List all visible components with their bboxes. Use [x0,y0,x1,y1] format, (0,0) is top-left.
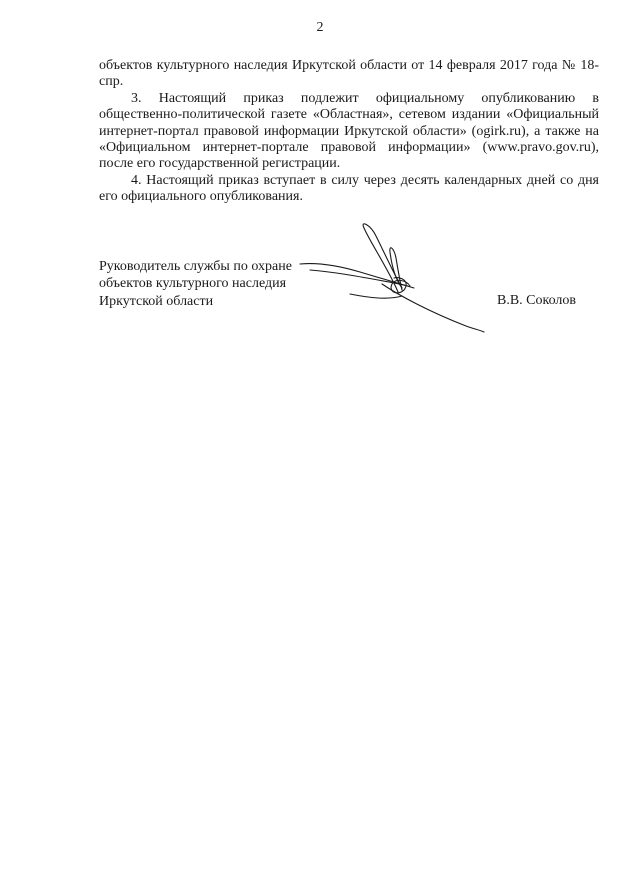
signer-name: В.В. Соколов [497,293,577,308]
document-body [99,58,599,206]
page-number: 2 [316,20,324,35]
paragraph-effective-date: 4. Настоящий приказ вступает в силу через десять календарных дней со дня его официального опубликования. [99,172,599,205]
paragraph-continuation: объектов культурного наследия Иркутской области от 14 февраля 2017 года № 18-спр. [99,58,599,90]
position-line: объектов культурного наследия [99,276,287,292]
paragraph-publication: 3. Настоящий приказ подлежит официальному опубликованию в общественно-политической газете «Областная», сетевом издании «Официальный интернет-портал правовой информации Иркутской области» (ogirk.ru), а также на «Официальном интернет-портале правовой информации» (www.pravo.gov.ru), после его государственной регистрации. [99,90,599,172]
handwritten-signature [290,222,490,342]
position-line: Руководитель службы по охране [99,259,292,274]
position-line: Иркутской области [99,293,214,309]
